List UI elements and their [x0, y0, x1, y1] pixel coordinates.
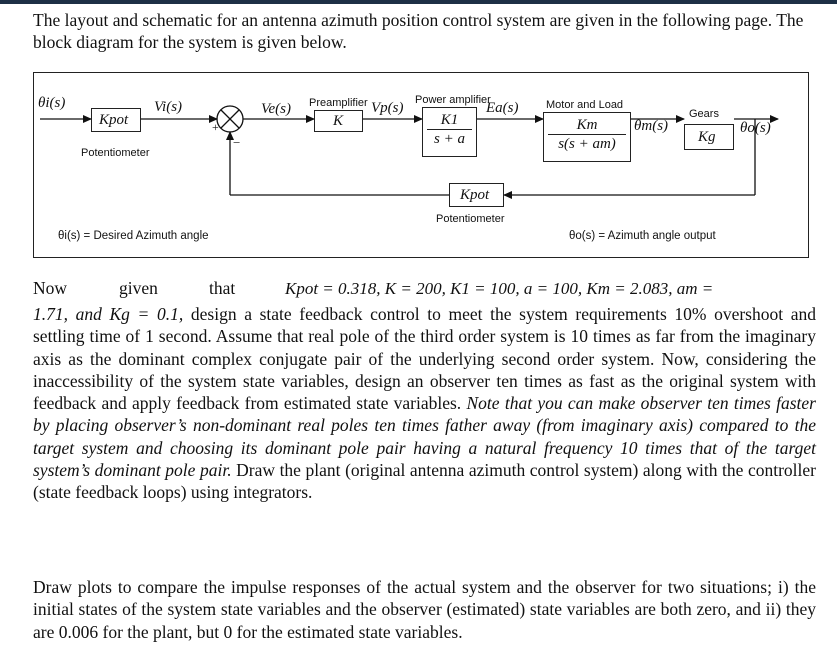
- gears-gain: Kg: [698, 129, 716, 145]
- gears-title: Gears: [689, 108, 719, 120]
- params-line-1: [33, 280, 816, 302]
- paragraph-1: [33, 303, 816, 504]
- power-amp-tf: [427, 111, 472, 148]
- word-now: Now: [33, 278, 68, 298]
- motor-tf: [548, 116, 626, 153]
- input-signal-label: θi(s): [38, 95, 66, 111]
- params-line-1-text: Kpot = 0.318, K = 200, K1 = 100, a = 100, Km = 2.083, am =: [285, 279, 714, 298]
- preamp-gain: K: [333, 113, 344, 129]
- preamp-title: Preamplifier: [309, 97, 368, 109]
- vp-label: Vp(s): [371, 100, 404, 116]
- kpot-feedback-block: [449, 183, 504, 207]
- power-amp-title: Power amplifier: [415, 94, 491, 106]
- ea-label: Ea(s): [486, 100, 519, 116]
- paragraph-1-body: design a state feedback control to meet the system requirements 10% overshoot and settling time of 1 second. Assume that real pole of the third order system is 10 times as far from the imaginary axis as the dominant complex conjugate pair of the underlying second order system. Now, considering the inaccessibility of the system state variables, design an observer ten times as fast as the original system with feedback and apply feedback from estimated state variables.: [33, 304, 817, 414]
- ve-label: Ve(s): [261, 101, 291, 117]
- kpot-input-label: Kpot: [99, 112, 129, 128]
- motor-title: Motor and Load: [546, 99, 624, 111]
- potentiometer-feedback-label: Potentiometer: [436, 213, 505, 225]
- paragraph-2: Draw plots to compare the impulse responses of the actual system and the observer for two situations; i) the initial states of the system state variables and the observer (estimated) state variables are both zero, and ii) they are 0.006 for the plant, but 0 for the estimated state variables.: [33, 577, 816, 642]
- vi-label: Vi(s): [154, 99, 183, 115]
- motor-block: [543, 112, 631, 162]
- gears-block: [684, 124, 734, 150]
- top-border: [0, 0, 837, 4]
- potentiometer-input-label: Potentiometer: [81, 147, 150, 159]
- power-amp-denominator: s + a: [434, 131, 465, 147]
- intro-text: The layout and schematic for an antenna azimuth position control system are given in the following page. The block diagram for the system is given below.: [33, 10, 804, 52]
- preamp-block: [314, 110, 363, 132]
- motor-numerator: Km: [548, 116, 626, 135]
- motor-denominator: s(s + am): [558, 136, 616, 152]
- theta-m-label: θm(s): [634, 118, 669, 134]
- word-that: that: [209, 278, 236, 298]
- params-line-2-text: 1.71, and Kg = 0.1,: [33, 304, 184, 324]
- block-diagram: [33, 72, 809, 258]
- output-signal-label: θo(s): [740, 120, 771, 136]
- legend-input: θi(s) = Desired Azimuth angle: [58, 230, 209, 242]
- kpot-input-block: [91, 108, 141, 132]
- paragraph-1-note: Note that you can make observer ten times faster by placing observer’s non-dominant real poles ten times father away (from imaginary axis) compared to the target system and choosing its dominant pole pair having a natural frequency 10 times that of the target system’s dominant pole pair.: [33, 393, 816, 481]
- kpot-feedback-label: Kpot: [460, 187, 490, 203]
- minus-sign: −: [233, 135, 241, 150]
- paragraph-1-closing: Draw the plant (original antenna azimuth control system) along with the controller (state feedback loops) using integrators.: [33, 460, 816, 503]
- plus-sign: +: [212, 120, 219, 134]
- power-amp-numerator: K1: [427, 111, 472, 130]
- power-amp-block: [422, 107, 477, 157]
- legend-output: θo(s) = Azimuth angle output: [569, 230, 716, 242]
- word-given: given: [119, 278, 158, 298]
